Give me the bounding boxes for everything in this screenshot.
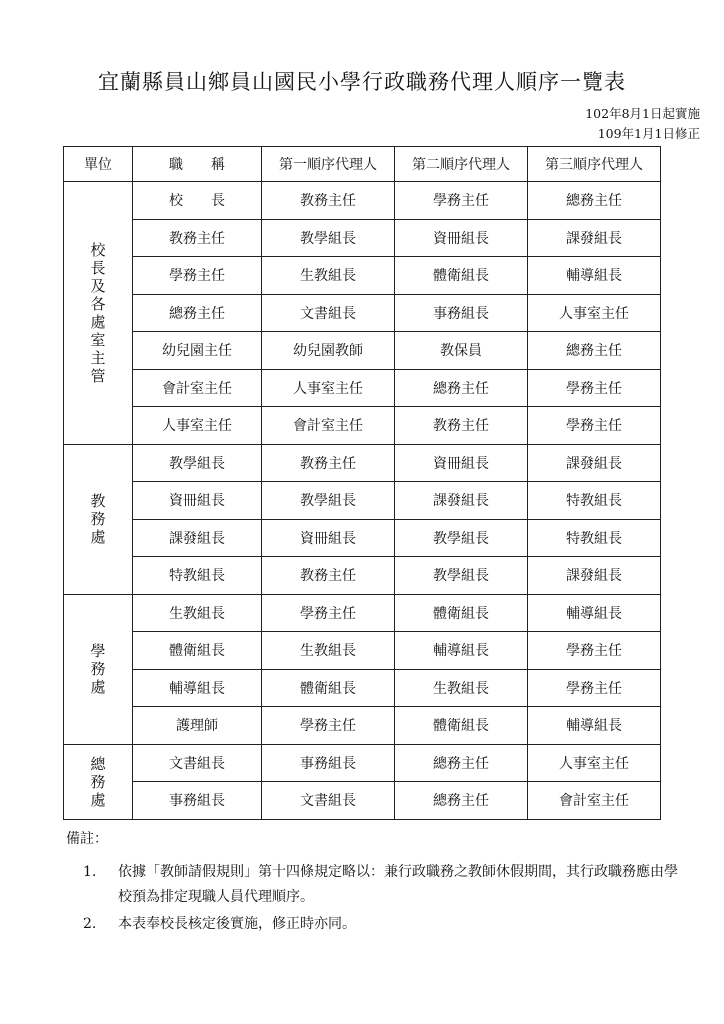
third-proxy-cell: 總務主任 — [528, 332, 661, 370]
position-cell: 體衛組長 — [133, 632, 262, 670]
unit-cell — [64, 594, 133, 744]
first-proxy-cell: 幼兒園教師 — [262, 332, 395, 370]
position-cell: 護理師 — [133, 707, 262, 745]
table-row — [64, 744, 661, 782]
position-cell: 學務主任 — [133, 257, 262, 295]
second-proxy-cell: 教學組長 — [395, 557, 528, 595]
table-header-row — [64, 147, 661, 182]
third-proxy-cell: 學務主任 — [528, 407, 661, 445]
position-cell: 教務主任 — [133, 219, 262, 257]
table-row — [64, 407, 661, 445]
table-row — [64, 782, 661, 820]
unit-label: 學務處 — [90, 642, 106, 696]
third-proxy-cell: 輔導組長 — [528, 257, 661, 295]
second-proxy-cell: 資冊組長 — [395, 444, 528, 482]
second-proxy-cell: 體衛組長 — [395, 257, 528, 295]
third-proxy-cell: 特教組長 — [528, 482, 661, 520]
second-proxy-cell: 體衛組長 — [395, 594, 528, 632]
position-cell: 會計室主任 — [133, 369, 262, 407]
third-proxy-cell: 課發組長 — [528, 219, 661, 257]
table-row — [64, 369, 661, 407]
revised-date: 109年1月1日修正 — [597, 126, 700, 141]
second-proxy-cell: 總務主任 — [395, 369, 528, 407]
second-proxy-cell: 總務主任 — [395, 744, 528, 782]
second-proxy-cell: 事務組長 — [395, 294, 528, 332]
table-row — [64, 294, 661, 332]
header-first-proxy: 第一順序代理人 — [262, 147, 395, 182]
first-proxy-cell: 人事室主任 — [262, 369, 395, 407]
unit-label: 校長及各處室主管 — [90, 240, 106, 385]
note-item — [66, 912, 686, 937]
third-proxy-cell: 會計室主任 — [528, 782, 661, 820]
first-proxy-cell: 生教組長 — [262, 632, 395, 670]
third-proxy-cell: 人事室主任 — [528, 294, 661, 332]
first-proxy-cell: 教學組長 — [262, 219, 395, 257]
unit-cell — [64, 744, 133, 819]
second-proxy-cell: 生教組長 — [395, 669, 528, 707]
position-cell: 校 長 — [133, 182, 262, 220]
position-cell: 文書組長 — [133, 744, 262, 782]
header-second-proxy: 第二順序代理人 — [395, 147, 528, 182]
position-cell: 輔導組長 — [133, 669, 262, 707]
page-title: 宜蘭縣員山鄉員山國民小學行政職務代理人順序一覽表 — [98, 70, 626, 94]
table-row — [64, 332, 661, 370]
second-proxy-cell: 課發組長 — [395, 482, 528, 520]
position-cell: 事務組長 — [133, 782, 262, 820]
second-proxy-cell: 資冊組長 — [395, 219, 528, 257]
notes-section — [66, 828, 686, 937]
third-proxy-cell: 輔導組長 — [528, 707, 661, 745]
table-row — [64, 594, 661, 632]
unit-label: 總務處 — [90, 754, 106, 809]
third-proxy-cell: 總務主任 — [528, 182, 661, 220]
note-number: 1. — [83, 864, 97, 880]
table-row — [64, 182, 661, 220]
third-proxy-cell: 課發組長 — [528, 557, 661, 595]
third-proxy-cell: 學務主任 — [528, 669, 661, 707]
first-proxy-cell: 學務主任 — [262, 594, 395, 632]
third-proxy-cell: 特教組長 — [528, 519, 661, 557]
first-proxy-cell: 資冊組長 — [262, 519, 395, 557]
unit-cell — [64, 444, 133, 594]
first-proxy-cell: 生教組長 — [262, 257, 395, 295]
second-proxy-cell: 總務主任 — [395, 782, 528, 820]
second-proxy-cell: 體衛組長 — [395, 707, 528, 745]
position-cell: 生教組長 — [133, 594, 262, 632]
first-proxy-cell: 學務主任 — [262, 707, 395, 745]
unit-cell — [64, 182, 133, 445]
proxy-order-table — [63, 146, 661, 820]
table-body — [64, 182, 661, 820]
table-row — [64, 219, 661, 257]
position-cell: 課發組長 — [133, 519, 262, 557]
third-proxy-cell: 課發組長 — [528, 444, 661, 482]
table-row — [64, 669, 661, 707]
table-row — [64, 519, 661, 557]
first-proxy-cell: 文書組長 — [262, 294, 395, 332]
header-unit: 單位 — [64, 147, 133, 182]
first-proxy-cell: 教務主任 — [262, 557, 395, 595]
third-proxy-cell: 人事室主任 — [528, 744, 661, 782]
position-cell: 教學組長 — [133, 444, 262, 482]
first-proxy-cell: 事務組長 — [262, 744, 395, 782]
note-item — [66, 860, 686, 910]
first-proxy-cell: 體衛組長 — [262, 669, 395, 707]
notes-title: 備註： — [66, 831, 108, 847]
note-text: 本表奉校長核定後實施，修正時亦同。 — [118, 916, 356, 932]
position-cell: 人事室主任 — [133, 407, 262, 445]
first-proxy-cell: 會計室主任 — [262, 407, 395, 445]
first-proxy-cell: 教學組長 — [262, 482, 395, 520]
position-cell: 資冊組長 — [133, 482, 262, 520]
position-cell: 特教組長 — [133, 557, 262, 595]
note-number: 2. — [83, 916, 97, 932]
second-proxy-cell: 教保員 — [395, 332, 528, 370]
header-position: 職 稱 — [133, 147, 262, 182]
position-cell: 總務主任 — [133, 294, 262, 332]
third-proxy-cell: 學務主任 — [528, 369, 661, 407]
table-row — [64, 257, 661, 295]
table-row — [64, 482, 661, 520]
table-row — [64, 557, 661, 595]
position-cell: 幼兒園主任 — [133, 332, 262, 370]
header-third-proxy: 第三順序代理人 — [528, 147, 661, 182]
third-proxy-cell: 學務主任 — [528, 632, 661, 670]
effective-date: 102年8月1日起實施 — [585, 106, 700, 121]
second-proxy-cell: 教學組長 — [395, 519, 528, 557]
first-proxy-cell: 教務主任 — [262, 444, 395, 482]
first-proxy-cell: 教務主任 — [262, 182, 395, 220]
second-proxy-cell: 輔導組長 — [395, 632, 528, 670]
second-proxy-cell: 教務主任 — [395, 407, 528, 445]
unit-label: 教務處 — [90, 492, 106, 546]
second-proxy-cell: 學務主任 — [395, 182, 528, 220]
table-row — [64, 444, 661, 482]
note-text: 依據「教師請假規則」第十四條規定略以：兼行政職務之教師休假期間，其行政職務應由學校預為排定現職人員代理順序。 — [118, 864, 678, 905]
first-proxy-cell: 文書組長 — [262, 782, 395, 820]
third-proxy-cell: 輔導組長 — [528, 594, 661, 632]
table-row — [64, 632, 661, 670]
table-row — [64, 707, 661, 745]
